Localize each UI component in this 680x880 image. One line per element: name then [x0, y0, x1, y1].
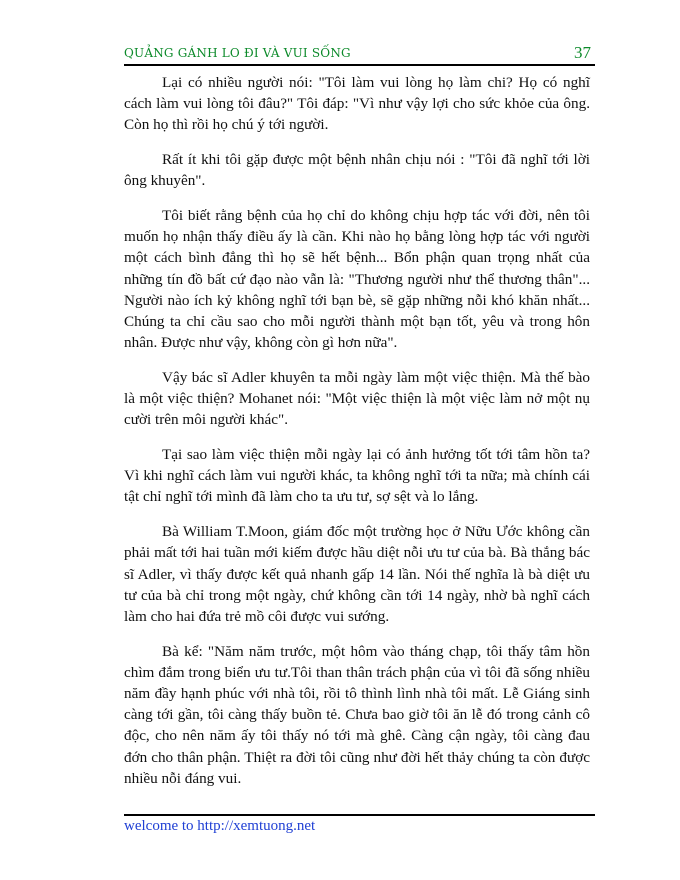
body-text [124, 72, 590, 803]
paragraph: Lại có nhiều người nói: "Tôi làm vui lòng họ làm chi? Họ có nghĩ cách làm vui lòng tôi đâu?" Tôi đáp: "Vì như vậy lợi cho sức khỏe của ông. Còn họ thì rồi họ chú ý tới người. [124, 74, 590, 134]
page-header [124, 40, 595, 66]
footer-website-link[interactable]: welcome to http://xemtuong.net [124, 818, 316, 834]
page-number: 37 [574, 43, 591, 62]
paragraph: Tại sao làm việc thiện mỗi ngày lại có ảnh hưởng tốt tới tâm hồn ta? Vì khi nghĩ cách làm vui người khác, ta không nghĩ tới ta nữa; mà chính cái tật chỉ nghĩ tới mình đã làm cho ta ưu tư, sợ sệt và lo lắng. [124, 446, 590, 506]
paragraph: Bà William T.Moon, giám đốc một trường học ở Nữu Ước không cần phải mất tới hai tuần mới kiếm được hầu diệt nỗi ưu tư của bà. Bà thắng bác sĩ Adler, vì thấy được kết quả nhanh gấp 14 lần. Nói thế nghĩa là bà diệt ưu tư của bà chỉ trong một ngày, chứ không cần tới 14 ngày, nhờ bà nghĩ cách làm cho hai đứa trẻ mồ côi được vui sướng. [124, 523, 590, 625]
paragraph: Bà kể: "Năm năm trước, một hôm vào tháng chạp, tôi thấy tâm hồn chìm đắm trong biển ưu tư.Tôi than thân trách phận của vì tôi đã sống nhiều năm đầy hạnh phúc với nhà tôi, rồi tô thình lình nhà tôi mất. Lễ Giáng sinh càng tới gần, tôi càng thấy buồn tẻ. Chưa bao giờ tôi ăn lễ đó trong cảnh cô độc, cho nên năm ấy tôi thấy nó tới mà ghê. Càng cận ngày, tôi càng đau đớn cho thân phận. Thiệt ra đời tôi cũng như đời hết thảy chúng ta còn được nhiều nỗi đáng vui. [124, 642, 590, 787]
footer-rule [124, 814, 595, 816]
header-rule [124, 64, 595, 66]
paragraph: Vậy bác sĩ Adler khuyên ta mỗi ngày làm một việc thiện. Mà thế bào là một việc thiện? Mohanet nói: "Một việc thiện là một việc làm nở một nụ cười trên môi người khác". [124, 368, 590, 429]
paragraph: Rất ít khi tôi gặp được một bệnh nhân chịu nói : "Tôi đã nghĩ tới lời ông khuyên". [124, 151, 590, 190]
paragraph: Tôi biết rằng bệnh của họ chỉ do không chịu hợp tác với đời, nên tôi muốn họ nhận thấy điều ấy là cần. Khi nào họ bằng lòng hợp tác với người một cách bình đẳng thì họ sẽ hết bệnh... Bổn phận quan trọng nhất của những tín đồ bất cứ đạo nào vẫn là: "Thương người như thể thương thân"... Người nào ích kỷ không nghĩ tới bạn bè, sẽ gặp những nỗi khó khăn nhất... Chúng ta chỉ cầu sao cho mỗi người thành một bạn tốt, yêu và trong hôn nhân. Được như vậy, không còn gì hơn nữa". [124, 207, 590, 352]
running-title: QUẢNG GÁNH LO ĐI VÀ VUI SỐNG [124, 46, 351, 60]
